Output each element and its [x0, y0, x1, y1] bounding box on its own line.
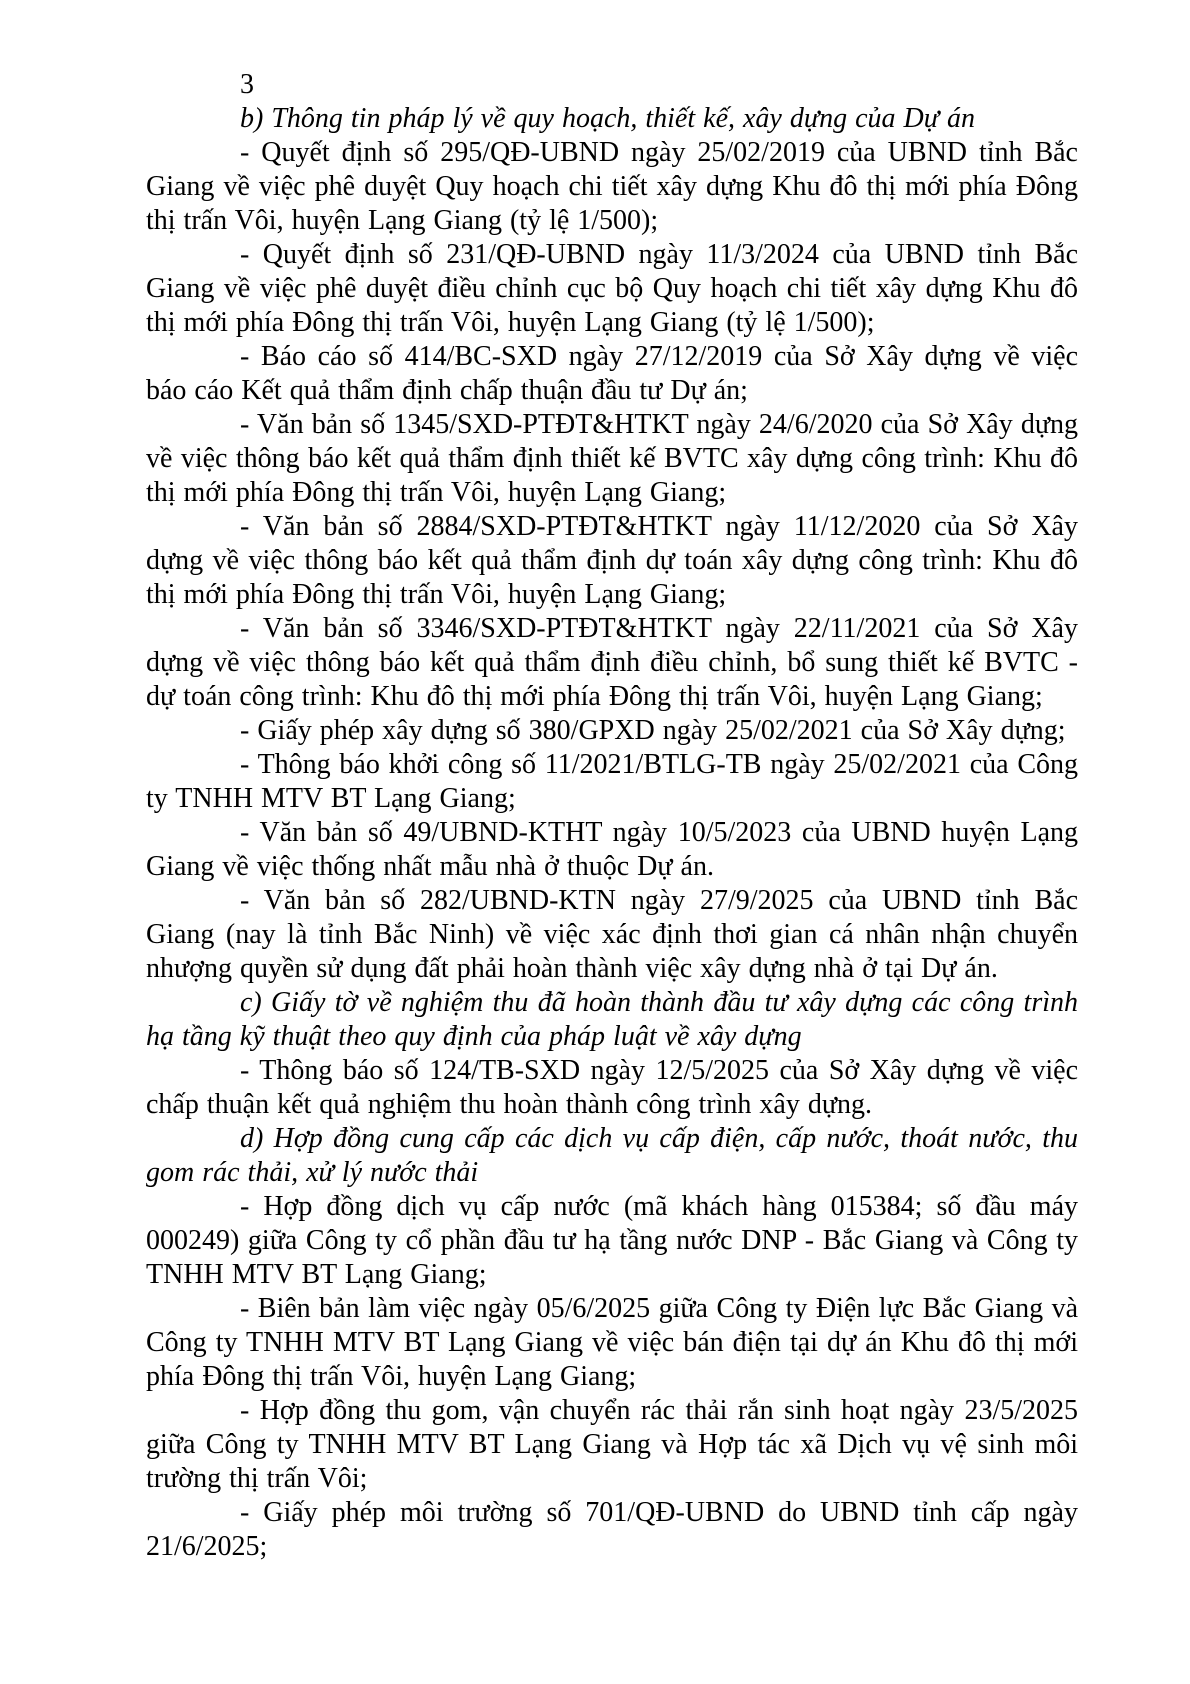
- paragraph-environmental-permit-701: - Giấy phép môi trường số 701/QĐ-UBND do UBND tỉnh cấp ngày 21/6/2025;: [146, 1497, 1078, 1562]
- paragraph-report-414-bc-sxd: - Báo cáo số 414/BC-SXD ngày 27/12/2019 của Sở Xây dựng về việc báo cáo Kết quả thẩm định chấp thuận đầu tư Dự án;: [146, 341, 1078, 406]
- paragraph-document-3346-sxd: - Văn bản số 3346/SXD-PTĐT&HTKT ngày 22/11/2021 của Sở Xây dựng về việc thông báo kết quả thẩm định điều chỉnh, bổ sung thiết kế BVTC - dự toán công trình: Khu đô thị mới phía Đông thị trấn Vôi, huyện Lạng Giang;: [146, 613, 1078, 712]
- paragraph-decision-295-qd-ubnd: - Quyết định số 295/QĐ-UBND ngày 25/02/2019 của UBND tỉnh Bắc Giang về việc phê duyệt Quy hoạch chi tiết xây dựng Khu đô thị mới phía Đông thị trấn Vôi, huyện Lạng Giang (tỷ lệ 1/500);: [146, 137, 1078, 236]
- paragraph-notice-124-tb-sxd: - Thông báo số 124/TB-SXD ngày 12/5/2025 của Sở Xây dựng về việc chấp thuận kết quả nghiệm thu hoàn thành công trình xây dựng.: [146, 1055, 1078, 1120]
- paragraph-water-supply-contract: - Hợp đồng dịch vụ cấp nước (mã khách hàng 015384; số đầu máy 000249) giữa Công ty cổ phần đầu tư hạ tầng nước DNP - Bắc Giang và Công ty TNHH MTV BT Lạng Giang;: [146, 1191, 1078, 1290]
- section-heading-d-service-contracts: d) Hợp đồng cung cấp các dịch vụ cấp điện, cấp nước, thoát nước, thu gom rác thải, xử lý nước thải: [146, 1123, 1078, 1188]
- paragraph-building-permit-380-gpxd: - Giấy phép xây dựng số 380/GPXD ngày 25/02/2021 của Sở Xây dựng;: [240, 715, 1066, 746]
- paragraph-document-282-ubnd-ktn: - Văn bản số 282/UBND-KTN ngày 27/9/2025 của UBND tỉnh Bắc Giang (nay là tỉnh Bắc Ninh) về việc xác định thơi gian cá nhân nhận chuyển nhượng quyền sử dụng đất phải hoàn thành việc xây dựng nhà ở tại Dự án.: [146, 885, 1078, 984]
- paragraph-document-2884-sxd: - Văn bản số 2884/SXD-PTĐT&HTKT ngày 11/12/2020 của Sở Xây dựng về việc thông báo kết quả thẩm định dự toán xây dựng công trình: Khu đô thị mới phía Đông thị trấn Vôi, huyện Lạng Giang;: [146, 511, 1078, 610]
- paragraph-notice-11-2021-btlg-tb: - Thông báo khởi công số 11/2021/BTLG-TB ngày 25/02/2021 của Công ty TNHH MTV BT Lạng Giang;: [146, 749, 1078, 814]
- section-heading-c-acceptance-papers: c) Giấy tờ về nghiệm thu đã hoàn thành đầu tư xây dựng các công trình hạ tầng kỹ thuật theo quy định của pháp luật về xây dựng: [146, 987, 1078, 1052]
- paragraph-document-1345-sxd: - Văn bản số 1345/SXD-PTĐT&HTKT ngày 24/6/2020 của Sở Xây dựng về việc thông báo kết quả thẩm định thiết kế BVTC xây dựng công trình: Khu đô thị mới phía Đông thị trấn Vôi, huyện Lạng Giang;: [146, 409, 1078, 508]
- section-heading-b-legal-info: b) Thông tin pháp lý về quy hoạch, thiết kế, xây dựng của Dự án: [240, 103, 976, 134]
- paragraph-decision-231-qd-ubnd: - Quyết định số 231/QĐ-UBND ngày 11/3/2024 của UBND tỉnh Bắc Giang về việc phê duyệt điều chỉnh cục bộ Quy hoạch chi tiết xây dựng Khu đô thị mới phía Đông thị trấn Vôi, huyện Lạng Giang (tỷ lệ 1/500);: [146, 239, 1078, 338]
- paragraph-waste-collection-contract: - Hợp đồng thu gom, vận chuyển rác thải rắn sinh hoạt ngày 23/5/2025 giữa Công ty TNHH MTV BT Lạng Giang và Hợp tác xã Dịch vụ vệ sinh môi trường thị trấn Vôi;: [146, 1395, 1078, 1494]
- paragraph-electricity-working-minutes: - Biên bản làm việc ngày 05/6/2025 giữa Công ty Điện lực Bắc Giang và Công ty TNHH MTV BT Lạng Giang về việc bán điện tại dự án Khu đô thị mới phía Đông thị trấn Vôi, huyện Lạng Giang;: [146, 1293, 1078, 1392]
- paragraph-document-49-ubnd-ktht: - Văn bản số 49/UBND-KTHT ngày 10/5/2023 của UBND huyện Lạng Giang về việc thống nhất mẫu nhà ở thuộc Dự án.: [146, 817, 1078, 882]
- page-number: 3: [240, 69, 254, 100]
